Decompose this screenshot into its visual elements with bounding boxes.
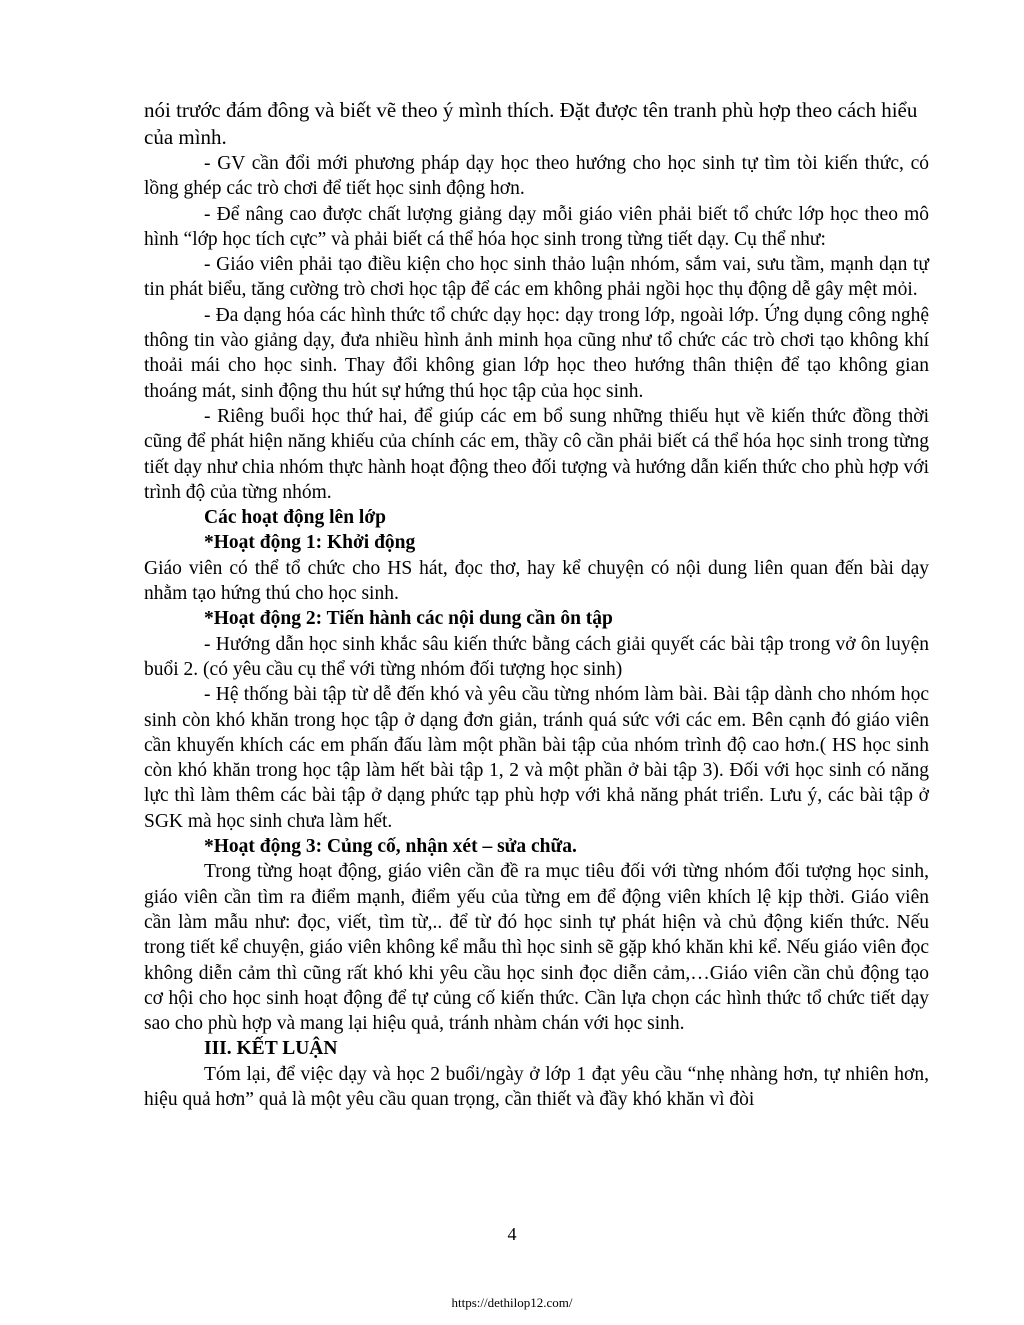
paragraph-intro-continuation: nói trước đám đông và biết vẽ theo ý mình thích. Đặt được tên tranh phù hợp theo cách hiểu của mình.	[144, 98, 918, 149]
paragraph-guide-exercises: - Hướng dẫn học sinh khắc sâu kiến thức bằng cách giải quyết các bài tập trong vở ôn luyện buổi 2. (có yêu cầu cụ thể với từng nhóm đối tượng học sinh)	[144, 633, 929, 680]
paragraph-exercise-system: - Hệ thống bài tập từ dễ đến khó và yêu cầu từng nhóm làm bài. Bài tập dành cho nhóm học sinh còn khó khăn trong học tập ở dạng đơn giản, tránh quá sức với các em. Bên cạnh đó giáo viên cần khuyến khích các em phấn đấu làm một phần bài tập của nhóm trình độ cao hơn.( HS học sinh còn khó khăn trong học tập làm hết bài tập 1, 2 và một phần ở bài tập 3). Đối với học sinh có năng lực thì làm thêm các bài tập ở dạng phức tạp phù hợp với khả năng phát triển. Lưu ý, các bài tập ở SGK mà học sinh chưa làm hết.	[144, 684, 929, 832]
paragraph-second-session: - Riêng buổi học thứ hai, để giúp các em bổ sung những thiếu hụt về kiến thức đồng thời cũng để phát hiện năng khiếu của chính các em, thầy cô cần phải biết cá thể hóa học sinh trong từng tiết dạy như chia nhóm thực hành hoạt động theo đối tượng và hướng dẫn kiến thức cho phù hợp với trình độ của từng nhóm.	[144, 405, 929, 503]
page-body	[144, 97, 929, 1112]
heading-activity-1: *Hoạt động 1: Khởi động	[204, 532, 416, 554]
heading-conclusion: III. KẾT LUẬN	[204, 1038, 338, 1060]
paragraph-conclusion: Tóm lại, để việc dạy và học 2 buổi/ngày ở lớp 1 đạt yêu cầu “nhẹ nhàng hơn, tự nhiên hơn, hiệu quả hơn” quả là một yêu cầu quan trọng, cần thiết và đầy khó khăn vì đòi	[144, 1063, 929, 1110]
paragraph-active-classroom: - Để nâng cao được chất lượng giảng dạy mỗi giáo viên phải biết tổ chức lớp học theo mô hình “lớp học tích cực” và phải biết cá thể hóa học sinh trong từng tiết dạy. Cụ thể như:	[144, 203, 929, 250]
page-number: 4	[507, 1224, 517, 1244]
paragraph-activity-1: Giáo viên có thể tổ chức cho HS hát, đọc thơ, hay kể chuyện có nội dung liên quan đến bài dạy nhằm tạo hứng thú cho học sinh.	[144, 557, 929, 605]
heading-class-activities: Các hoạt động lên lớp	[204, 507, 386, 529]
heading-activity-3: *Hoạt động 3: Củng cố, nhận xét – sửa chữa.	[204, 836, 577, 858]
heading-activity-2: *Hoạt động 2: Tiến hành các nội dung cần ôn tập	[204, 608, 613, 630]
footer-url: https://dethilop12.com/	[451, 1295, 573, 1310]
paragraph-activity-3: Trong từng hoạt động, giáo viên cần đề ra mục tiêu đối với từng nhóm đối tượng học sinh, giáo viên cần tìm ra điểm mạnh, điểm yếu của từng em để động viên khích lệ kịp thời. Giáo viên cần làm mẫu như: đọc, viết, tìm từ,.. để từ đó học sinh tự phát hiện và chủ động kiến thức. Nếu trong tiết kể chuyện, giáo viên không kể mẫu thì học sinh sẽ gặp khó khăn khi kể. Nếu giáo viên đọc không diễn cảm thì cũng rất khó khi yêu cầu học sinh đọc diễn cảm,…Giáo viên cần chủ động tạo cơ hội cho học sinh hoạt động để tự củng cố kiến thức. Cần lựa chọn các hình thức tổ chức tiết dạy sao cho phù hợp và mang lại hiệu quả, tránh nhàm chán với học sinh.	[144, 861, 929, 1035]
paragraph-diversify-forms: - Đa dạng hóa các hình thức tổ chức dạy học: dạy trong lớp, ngoài lớp. Ứng dụng công nghệ thông tin vào giảng dạy, đưa nhiều hình ảnh minh họa cũng như tổ chức các trò chơi tạo không khí thoải mái cho học sinh. Thay đổi không gian lớp học theo hướng thân thiện để tạo không gian thoáng mát, sinh động thu hút sự hứng thú học tập của học sinh.	[144, 304, 929, 402]
paragraph-group-discussion: - Giáo viên phải tạo điều kiện cho học sinh thảo luận nhóm, sắm vai, sưu tầm, mạnh dạn tự tin phát biểu, tăng cường trò chơi học tập để các em không phải ngồi học thụ động dễ gây mệt mỏi.	[144, 254, 929, 301]
paragraph-teaching-method: - GV cần đổi mới phương pháp dạy học theo hướng cho học sinh tự tìm tòi kiến thức, có lồng ghép các trò chơi để tiết học sinh động hơn.	[144, 153, 929, 200]
